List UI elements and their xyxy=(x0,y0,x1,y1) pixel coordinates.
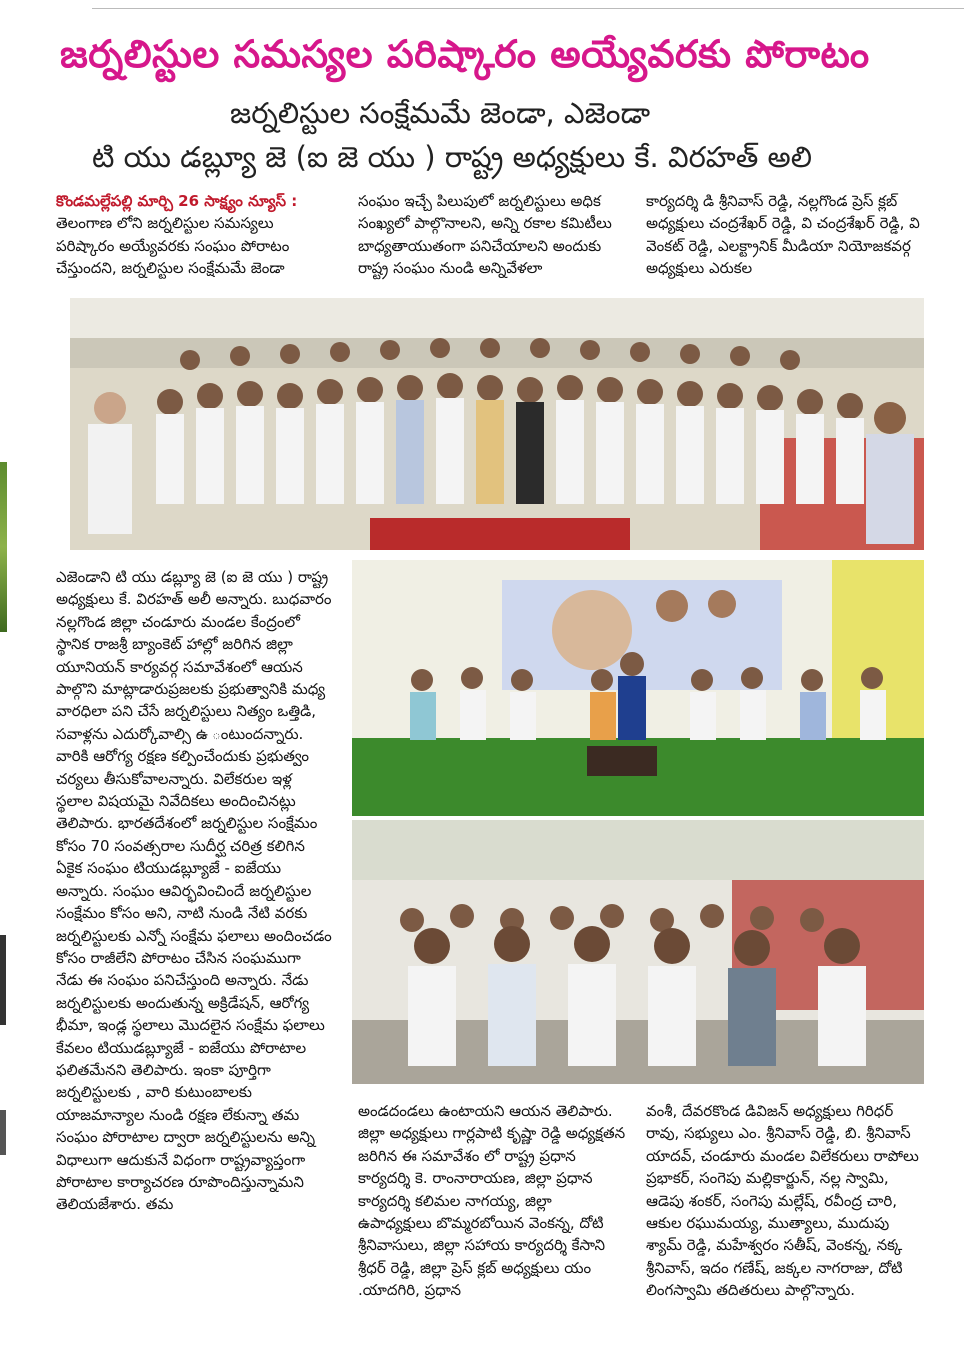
column-2-bottom xyxy=(358,1100,628,1302)
adjacent-page-strip xyxy=(0,462,7,632)
audience-photo xyxy=(352,820,924,1084)
paragraph: ఎజెండాని టి యు డబ్ల్యూ జె (ఐ జె యు ) రాష్ట్ర అధ్యక్షులు కే. విరహత్ అలీ అన్నారు. బుధవారం నల్లగొండ జిల్లా చండూరు మండల కేంద్రంలో స్థానిక రాజశ్రీ బ్యాంకెట్ హాల్లో జరిగిన జిల్లా యూనియన్ కార్యవర్గ సమావేశంలో ఆయన పాల్గొని మాట్లాడారుప్రజలకు ప్రభుత్వానికి మధ్య వారధిలా పని చేసే జర్నలిస్టులు నిత్యం ఒత్తిడి, సవాళ్లను ఎదుర్కోవాల్సి ఉ ంటుందన్నారు. xyxy=(56,568,332,743)
paragraph: వంశీ, దేవరకొండ డివిజన్ అధ్యక్షులు గిరిధర్ రావు, సభ్యులు ఎం. శ్రీనివాస్ రెడ్డి, బి. శ్రీనివాస్ యాదవ్, చండూరు మండల విలేకరులు రాపోలు ప్రభాకర్, సంగెపు మల్లికార్జున్, నల్ల స్వామి, ఆడెపు శంకర్, సంగెపు మల్లేష్, రవీంద్ర చారి, ఆకుల రఘుమయ్య, ముత్యాలు, ముదుపు శ్యామ్ రెడ్డి, మహేశ్వరం సతీష్, వెంకన్న, నక్క శ్రీనివాస్, ఇదం గణేష్, జక్కల నాగరాజు, దోటి లింగస్వామి తదితరులు పాల్గొన్నారు. xyxy=(646,1102,919,1300)
paragraph: తెలంగాణ లోని జర్నలిస్టుల సమస్యలు పరిష్కారం అయ్యేవరకు సంఘం పోరాటం చేస్తుందని, జర్నలిస్టుల సంక్షేమమే జెండా xyxy=(56,214,290,278)
adjacent-page-strip xyxy=(0,1110,6,1155)
paragraph: జిల్లా అధ్యక్షులు గార్లపాటి కృష్ణా రెడ్డి అధ్యక్షతన జరిగిన ఈ సమావేశం లో రాష్ట్ర ప్రధాన కార్యదర్శి కె. రాంనారాయణ, జిల్లా ప్రధాన కార్యదర్శి కలిమల నాగయ్య, జిల్లా ఉపాధ్యక్షులు బొమ్మరబోయిన వెంకన్న, దోటి శ్రీనివాసులు, జిల్లా సహాయ కార్యదర్శి కేసాని శ్రీధర్ రెడ్డి, జిల్లా ప్రెస్ క్లబ్ అధ్యక్షులు యం .యాదగిరి, ప్రధాన xyxy=(358,1124,626,1300)
column-1-top xyxy=(56,190,326,280)
headline: జర్నలిస్టుల సమస్యల పరిష్కారం అయ్యేవరకు పోరాటం xyxy=(60,32,870,76)
stage-photo xyxy=(352,560,924,816)
column-1-bottom xyxy=(56,566,332,1216)
paragraph: కార్యదర్శి డి శ్రీనివాస్ రెడ్డి, నల్లగొండ ప్రెస్ క్లబ్ అధ్యక్షులు చంద్రశేఖర్ రెడ్డి, వి చంద్రశేఖర్ రెడ్డి, వి వెంకట్ రెడ్డి, ఎలక్ట్రానిక్ మీడియా నియోజకవర్గ అధ్యక్షులు ఎరుకల xyxy=(646,192,920,278)
column-2-top xyxy=(358,190,622,280)
subheading-2: టి యు డబ్ల్యూ జె (ఐ జె యు ) రాష్ట్ర అధ్యక్షులు కే. విరహత్ అలి xyxy=(92,140,813,174)
dateline: కొండమల్లేపల్లి మార్చి 26 సాక్ష్యం న్యూస్ : xyxy=(56,192,298,210)
subheading-1: జర్నలిస్టుల సంక్షేమమే జెండా, ఎజెండా xyxy=(230,96,651,130)
paragraph: అండదండలు ఉంటాయని ఆయన తెలిపారు. xyxy=(358,1102,613,1120)
adjacent-page-strip xyxy=(0,935,6,1025)
column-3-top xyxy=(646,190,924,280)
group-photo xyxy=(70,298,924,550)
column-3-bottom xyxy=(646,1100,924,1302)
top-rule xyxy=(92,8,964,9)
paragraph: సంఘం ఇచ్చే పిలుపులో జర్నలిస్టులు అధిక సంఖ్యలో పాల్గొనాలని, అన్ని రకాల కమిటీలు బాధ్యతాయుతంగా పనిచేయాలని అందుకు రాష్ట్ర సంఘం నుండి అన్నివేళలా xyxy=(358,192,612,278)
paragraph: వారికి ఆరోగ్య రక్షణ కల్పించేందుకు ప్రభుత్వం చర్యలు తీసుకోవాలన్నారు. విలేకరుల ఇళ్ల స్థలాల విషయమై నివేదికలు అందించినట్లు తెలిపారు. భారతదేశంలో జర్నలిస్టుల సంక్షేమం కోసం 70 సంవత్సరాల సుదీర్ఘ చరిత్ర కలిగిన ఏకైక సంఘం టియుడబ్ల్యూజే - ఐజేయు అన్నారు. సంఘం ఆవిర్భవించిందే జర్నలిస్టుల సంక్షేమం కోసం అని, నాటి నుండి నేటి వరకు జర్నలిస్టులకు ఎన్నో సంక్షేమ ఫలాలు అందించడం కోసం రాజీలేని పోరాటం చేసిన సంఘముగా నేడు ఈ సంఘం పనిచేస్తుంది అన్నారు. నేడు జర్నలిస్టులకు అందుతున్న అక్రిడేషన్, ఆరోగ్య భీమా, ఇండ్ల స్థలాలు మొదలైన సంక్షేమ ఫలాలు కేవలం టియుడబ్ల్యూజే - ఐజేయు పోరాటాల ఫలితమేనని తెలిపారు. ఇంకా పూర్తిగా జర్నలిస్టులకు , వారి కుటుంబాలకు యాజమాన్యాల నుండి రక్షణ లేకున్నా తమ సంఘం పోరాటాల ద్వారా జర్నలిస్టులను అన్ని విధాలుగా ఆదుకునే విధంగా రాష్ట్రవ్యాప్తంగా పోరాటాల కార్యాచరణ రూపొందిస్తున్నామని తెలియజేశారు. తమ xyxy=(56,747,332,1214)
